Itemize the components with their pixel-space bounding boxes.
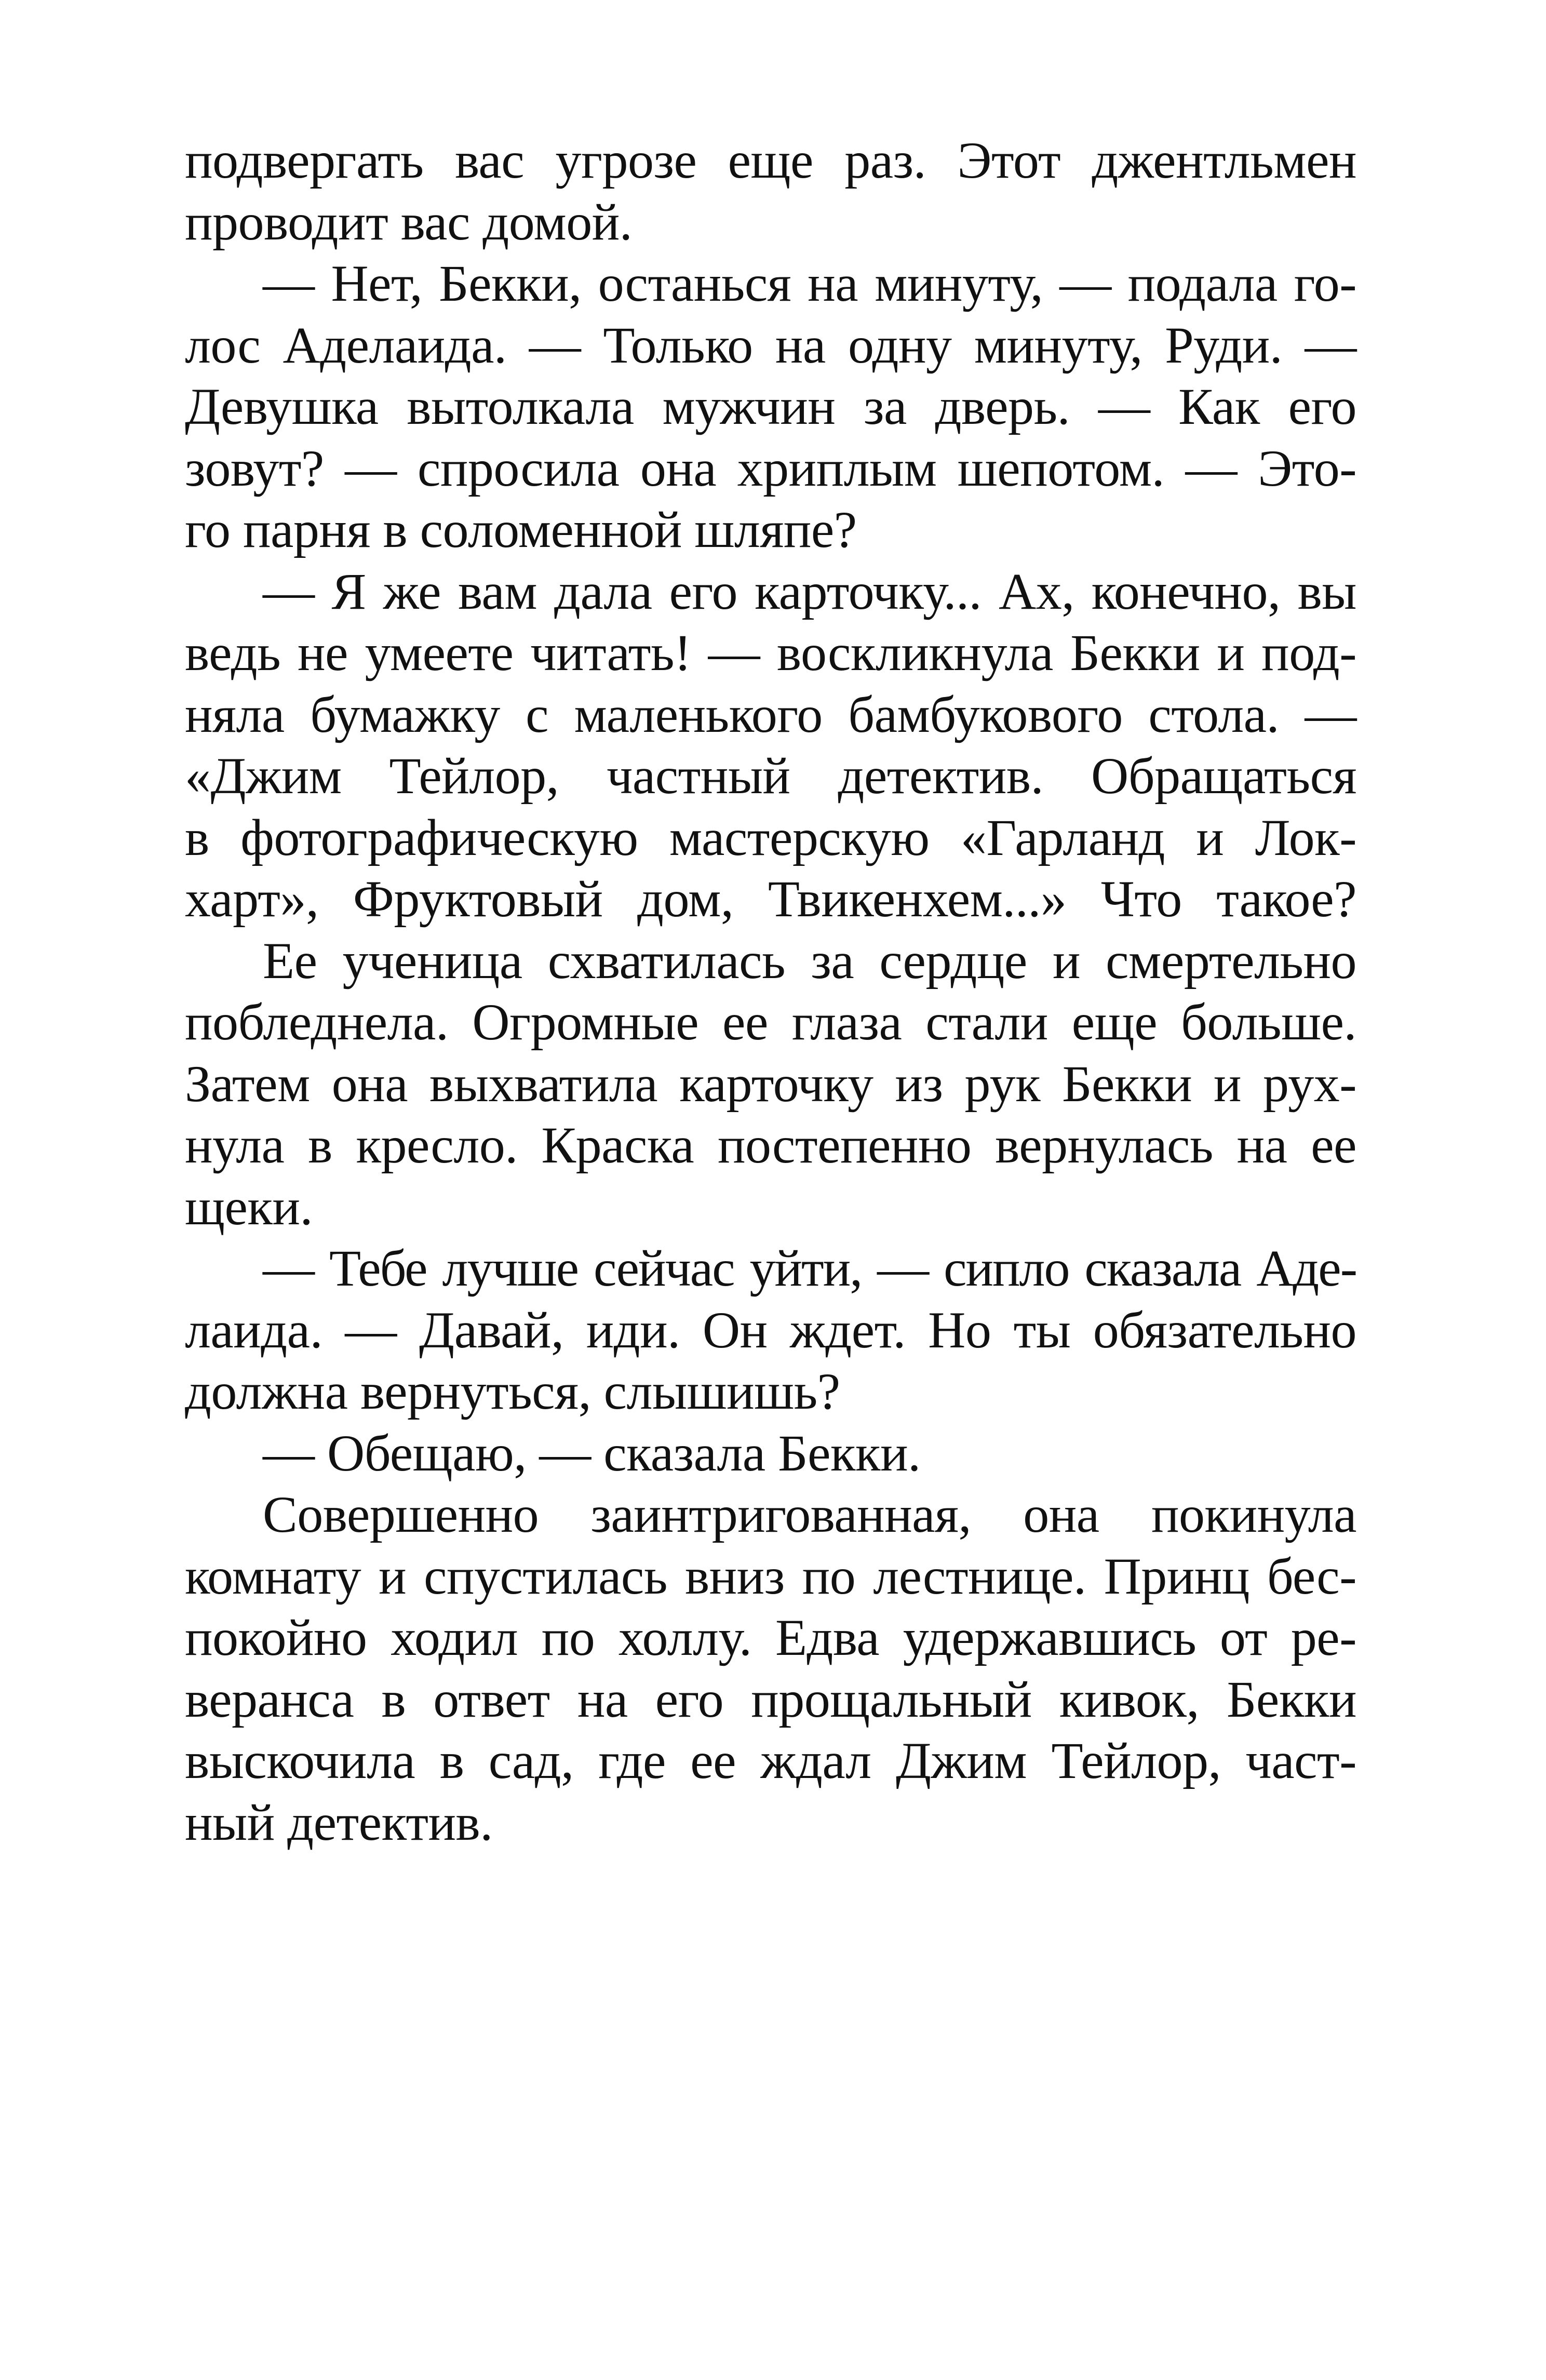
text-line: — Обещаю, — сказала Бекки. bbox=[263, 1424, 921, 1482]
text-line: лаида. — Давай, иди. Он ждет. Но ты обязательно bbox=[185, 1301, 1356, 1359]
text-line: — Тебе лучше сейчас уйти, — сипло сказала Аде- bbox=[263, 1239, 1356, 1297]
text-line: побледнела. Огромные ее глаза стали еще больше. bbox=[185, 993, 1356, 1051]
text-line: харт», Фруктовый дом, Твикенхем...» Что такое? bbox=[185, 870, 1356, 928]
text-line: нула в кресло. Краска постепенно вернулась на ее bbox=[185, 1116, 1356, 1174]
text-line: Совершенно заинтригованная, она покинула bbox=[263, 1486, 1356, 1543]
text-line: подвергать вас угрозе еще раз. Этот джентльмен bbox=[185, 131, 1356, 189]
text-line: комнату и спустилась вниз по лестнице. Принц бес- bbox=[185, 1547, 1356, 1605]
text-line: должна вернуться, слышишь? bbox=[185, 1362, 840, 1420]
text-line: зовут? — спросила она хриплым шепотом. — Это- bbox=[185, 439, 1356, 497]
text-line: Затем она выхватила карточку из рук Бекки и рух- bbox=[185, 1054, 1356, 1113]
text-line: покойно ходил по холлу. Едва удержавшись от ре- bbox=[185, 1609, 1356, 1666]
text-line: лос Аделаида. — Только на одну минуту, Руди. — bbox=[185, 316, 1356, 374]
text-line: в фотографическую мастерскую «Гарланд и Лок- bbox=[185, 808, 1356, 866]
text-line: няла бумажку с маленького бамбукового стола. — bbox=[185, 685, 1356, 743]
text-line: ный детектив. bbox=[185, 1793, 493, 1851]
text-line: проводит вас домой. bbox=[185, 193, 633, 251]
text-line: — Я же вам дала его карточку... Ах, конечно, вы bbox=[263, 562, 1356, 620]
body-text bbox=[185, 130, 1356, 1853]
text-line: го парня в соломенной шляпе? bbox=[185, 501, 857, 558]
text-line: выскочила в сад, где ее ждал Джим Тейлор, част- bbox=[185, 1732, 1356, 1789]
text-line: веранса в ответ на его прощальный кивок, Бекки bbox=[185, 1670, 1356, 1728]
text-line: Девушка вытолкала мужчин за дверь. — Как его bbox=[185, 378, 1356, 435]
text-line: ведь не умеете читать! — воскликнула Бекки и под- bbox=[185, 624, 1356, 681]
text-line: Ее ученица схватилась за сердце и смертельно bbox=[263, 931, 1356, 990]
text-line: — Нет, Бекки, останься на минуту, — подала го- bbox=[263, 255, 1356, 312]
text-line: «Джим Тейлор, частный детектив. Обращаться bbox=[185, 747, 1356, 805]
text-line: щеки. bbox=[185, 1178, 313, 1236]
